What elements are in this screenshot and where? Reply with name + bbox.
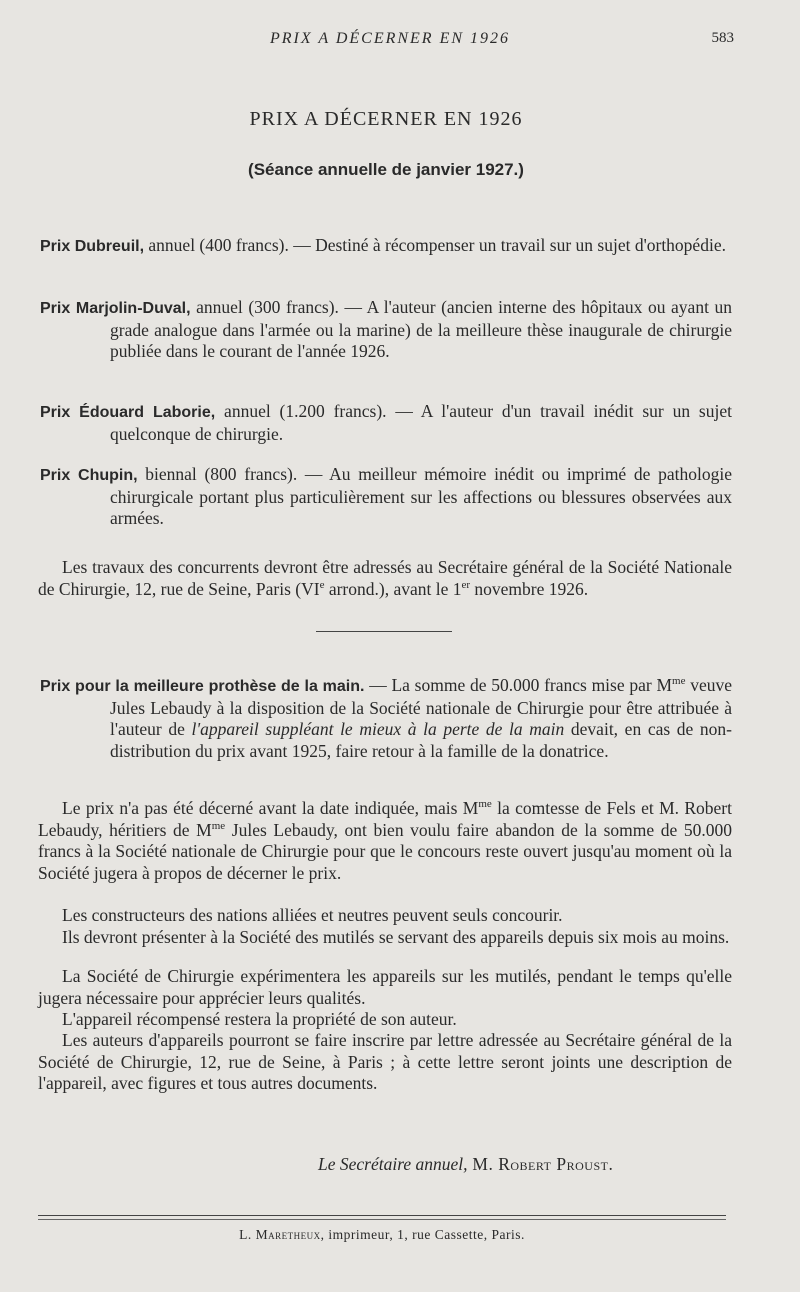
running-title: PRIX A DÉCERNER EN 1926 [269,30,511,47]
signature-name: M. Robert Proust. [467,1154,614,1174]
superscript: me [478,798,492,811]
body-paragraph-4: La Société de Chirurgie expérimentera les appareils sur les mutilés, pendant le temps qu'elle jugera nécessaire pour apprécier leurs qualités. [38,966,732,1008]
prize-description: annuel (300 francs). — A l'auteur (ancien interne des hôpitaux ou ayant un grade analogue dans l'armée ou la marine) de la meilleure thèse inaugurale de chirurgie publiée dans le courant de l'année 1926. [110,297,732,361]
prize-name: Prix pour la meilleure prothèse de la main. [40,678,365,695]
prize-name: Prix Marjolin-Duval, [40,300,191,317]
printer-imprint [0,1227,764,1243]
superscript: e [319,578,325,591]
prize-name: Prix Dubreuil, [40,238,145,255]
prize-chupin [40,464,732,530]
superscript: me [672,675,686,688]
signature-role: Le Secrétaire annuel, [318,1154,468,1174]
submission-paragraph [38,557,732,600]
page-number: 583 [711,30,734,46]
printer-address: imprimeur, 1, rue Cassette, Paris. [324,1227,525,1242]
page-title: PRIX A DÉCERNER EN 1926 [249,108,523,130]
body-paragraph-5: L'appareil récompensé restera la propriété de son auteur. [62,1009,457,1029]
submission-text-3: novembre 1926. [470,578,589,599]
footer-rule-inner [38,1219,726,1220]
prize-name: Prix Édouard Laborie, [40,404,216,421]
body-text-2: la comtesse de Fels et M. Robert Lebaudy, héritiers de M [38,798,732,840]
prize-prosthesis [40,675,732,762]
submission-text-2: arrond.), avant le 1 [324,578,462,599]
body-paragraph-2: Les constructeurs des nations alliées et neutres peuvent seuls concourir. [62,905,563,925]
prize-edouard-laborie [40,401,732,445]
prize-marjolin-duval [40,297,732,363]
prize-dubreuil [40,235,732,258]
body-paragraph-3: Ils devront présenter à la Société des mutilés se servant des appareils depuis six mois au moins. [62,927,730,947]
section-divider [316,631,452,632]
footer-rule [38,1215,726,1216]
italic-phrase: l'appareil suppléant le mieux à la perte de la main [191,719,565,739]
session-subtitle: (Séance annuelle de janvier 1927.) [248,160,524,179]
prize-name: Prix Chupin, [40,467,138,484]
body-text: Le prix n'a pas été décerné avant la date indiquée, mais M [62,798,479,818]
superscript: er [461,578,471,591]
prize-description: annuel (400 francs). — Destiné à récompenser un travail sur un sujet d'orthopédie. [144,235,726,255]
prize-description: annuel (1.200 francs). — A l'auteur d'un travail inédit sur un sujet quelconque de chirurgie. [110,401,732,444]
body-paragraph-6: Les auteurs d'appareils pourront se faire inscrire par lettre adressée au Secrétaire général de la Société de Chirurgie, 12, rue de Seine, à Paris ; à cette lettre seront joints une description de l'appareil, avec figures et tous autres documents. [38,1030,732,1093]
prize-description: — La somme de 50.000 francs mise par M [364,675,673,695]
running-head [0,30,800,54]
submission-text: Les travaux des concurrents devront être adressés au Secrétaire général de la Société Nationale de Chirurgie, 12, rue de Seine, Paris (VI [38,557,732,599]
superscript: me [211,819,226,832]
signature [318,1154,718,1175]
prize-description: biennal (800 francs). — Au meilleur mémoire inédit ou imprimé de pathologie chirurgicale portant plus particulièrement sur les affections ou blessures observées aux armées. [110,464,732,528]
body-text-3: Jules Lebaudy, ont bien voulu faire abandon de la somme de 50.000 francs à la Société nationale de Chirurgie pour que le concours reste ouvert jusqu'au moment où la Société jugera à propos de décerner le prix. [38,819,732,883]
prize-description-3: devait, en cas de non-distribution du prix avant 1925, faire retour à la famille de la donatrice. [110,719,733,761]
printer-name: L. Maretheux, [239,1227,325,1242]
body-paragraph-1 [38,798,732,884]
prize-description-2: veuve Jules Lebaudy à la disposition de la Société nationale de Chirurgie pour être attribuée à l'auteur de [110,675,732,739]
